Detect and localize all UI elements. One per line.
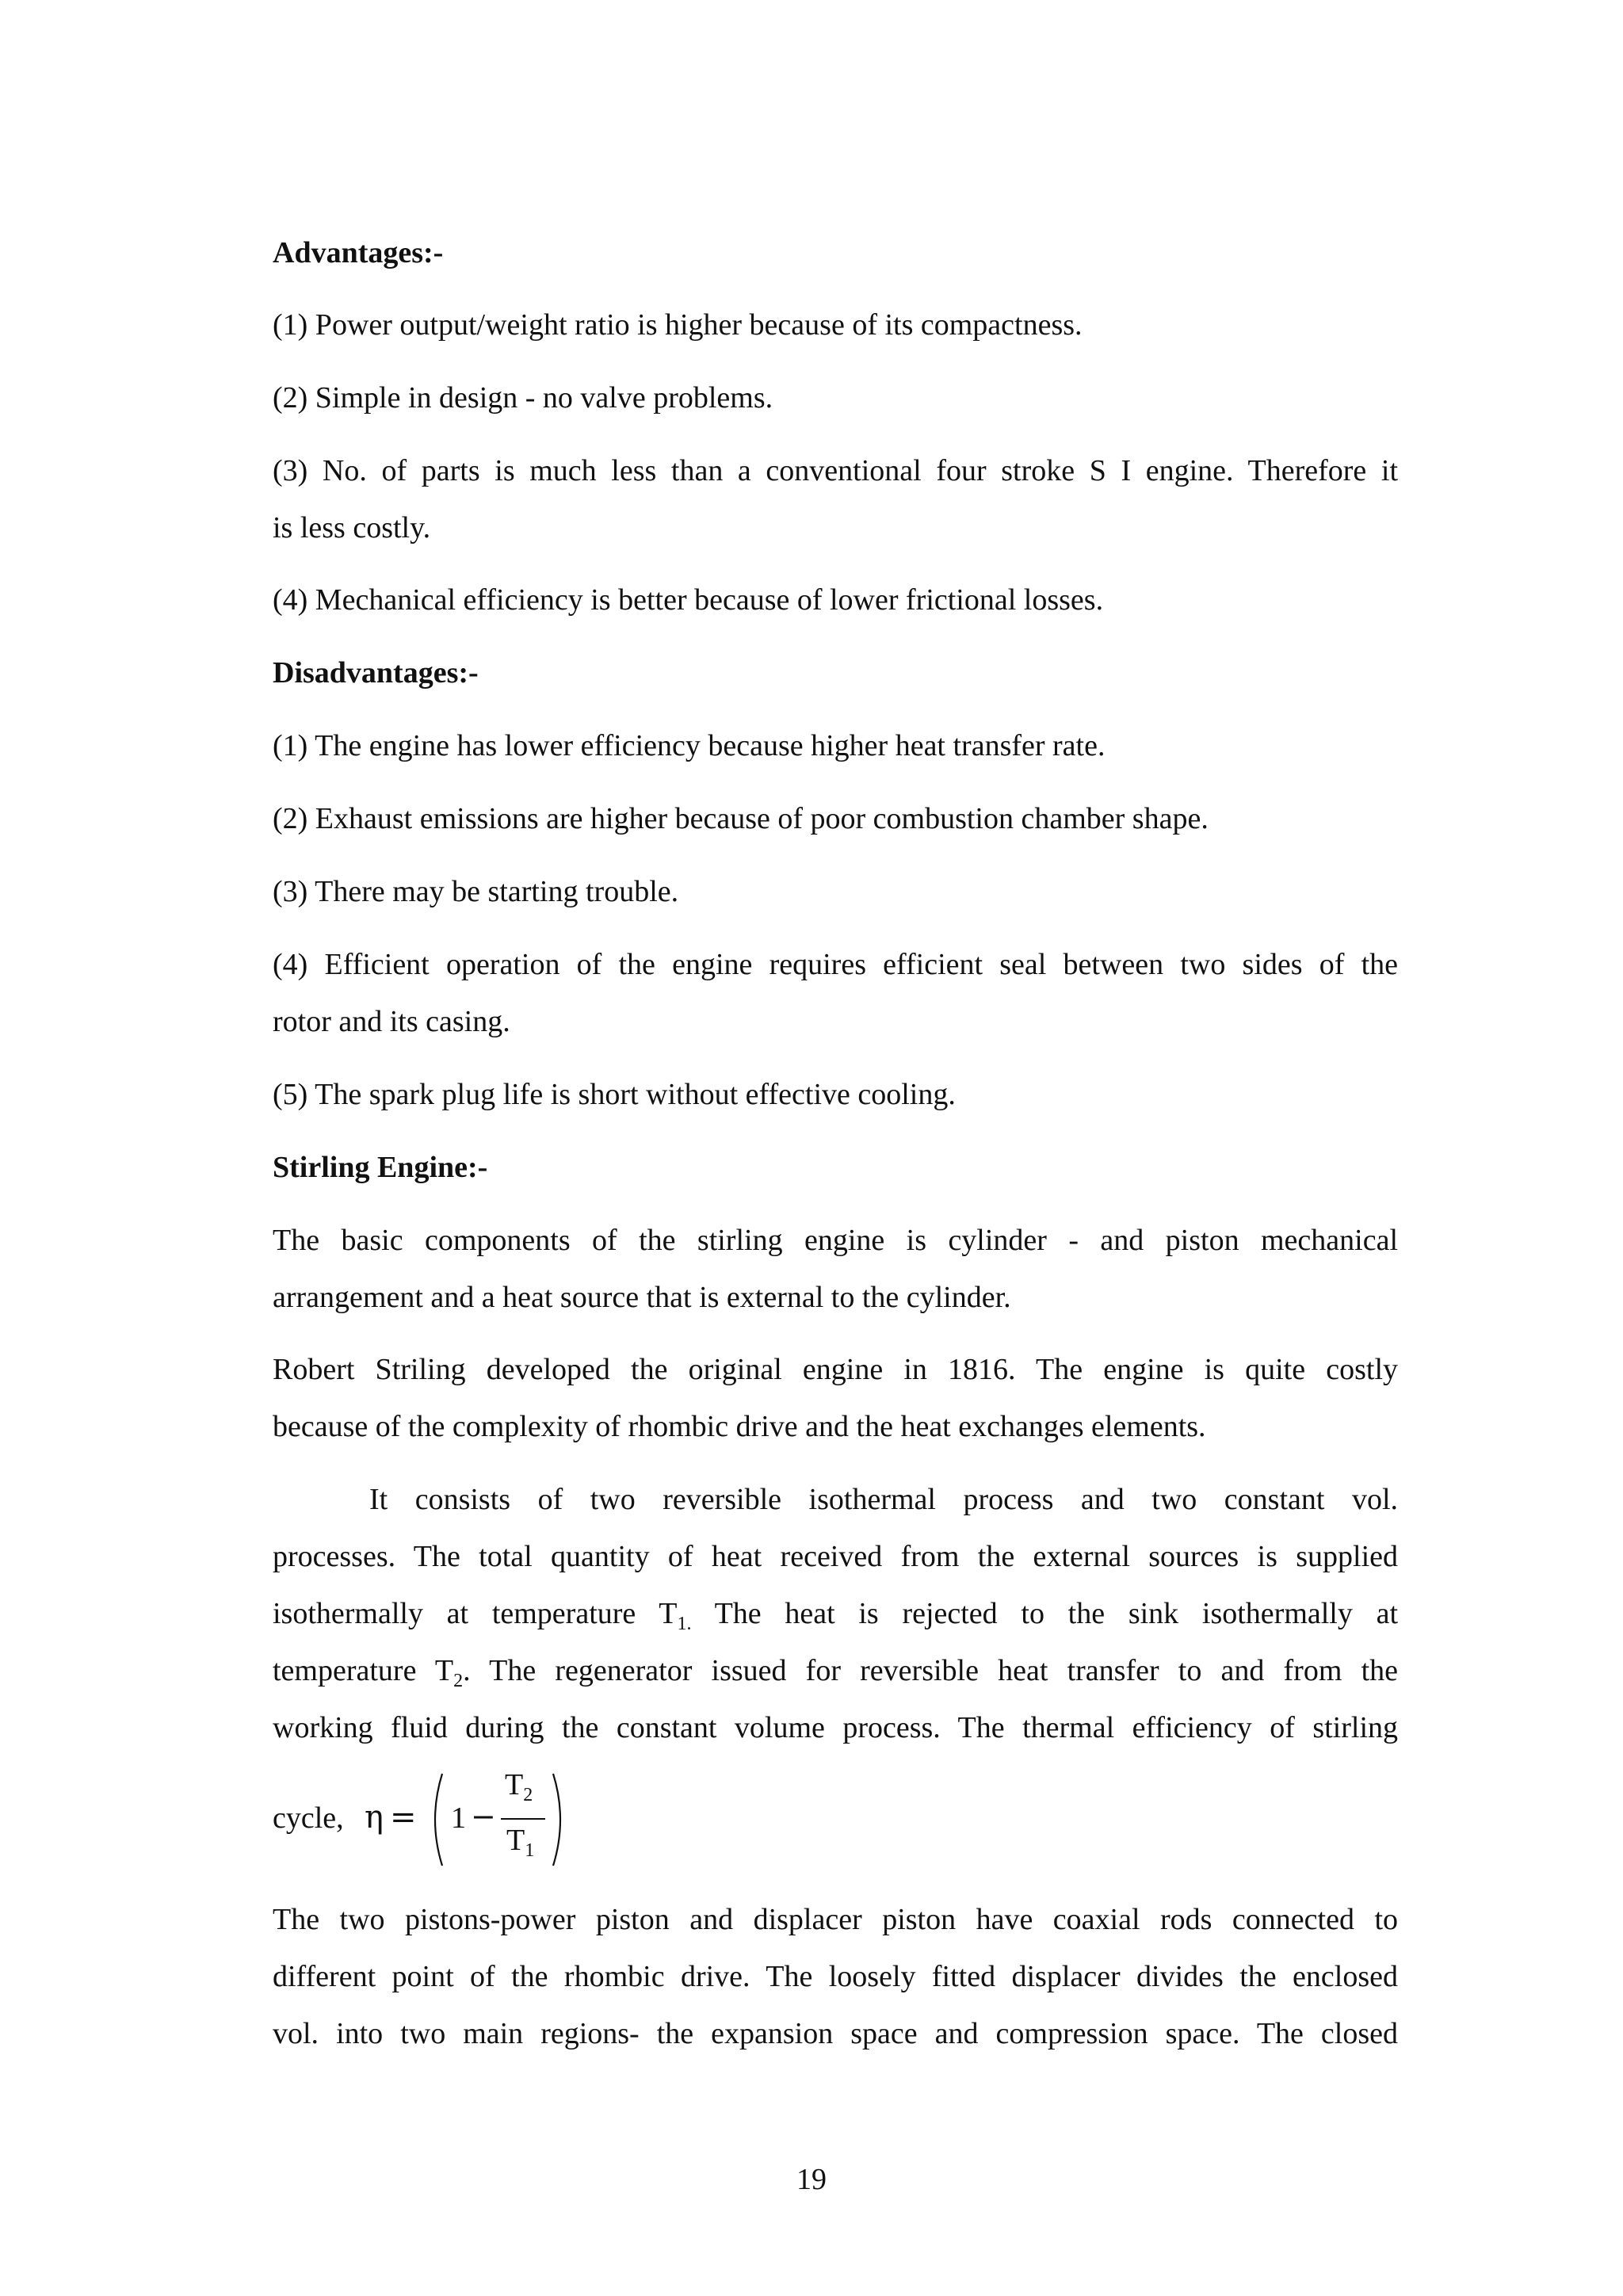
disadvantage-item-4-line-1: (4) Efficient operation of the engine requires efficient seal between two sides of the [273,948,1398,981]
stirling-para-4-line-1: The two pistons-power piston and displacer piston have coaxial rods connected to [273,1903,1398,1936]
equals-sign: = [390,1799,417,1836]
stirling-para-3-line-3 [273,1585,1398,1642]
stirling-para-4-line-2: different point of the rhombic drive. The loosely fitted displacer divides the enclosed [273,1960,1398,1993]
stirling-heading: Stirling Engine:- [273,1151,488,1184]
efficiency-formula [273,1767,907,1870]
numerator-subscript: 2 [523,1785,533,1805]
right-paren-icon [550,1771,571,1869]
text-segment: . The regenerator issued for reversible heat transfer to and from the [463,1654,1398,1687]
text-segment: isothermally at temperature T [273,1597,678,1630]
formula-label: cycle, [273,1801,344,1835]
disadvantage-item-2: (2) Exhaust emissions are higher because of poor combustion chamber shape. [273,802,1209,835]
text-segment: The heat is rejected to the sink isothermally at [691,1597,1398,1630]
stirling-para-2-line-1: Robert Striling developed the original engine in 1816. The engine is quite costly [273,1353,1398,1386]
stirling-para-1-line-2: arrangement and a heat source that is external to the cylinder. [273,1281,1011,1314]
stirling-para-3-line-5: working fluid during the constant volume process. The thermal efficiency of stirling [273,1711,1398,1744]
stirling-para-3-line-1: It consists of two reversible isothermal process and two constant vol. [369,1483,1398,1516]
disadvantage-item-3: (3) There may be starting trouble. [273,875,679,908]
subscript: 1. [677,1614,692,1634]
denominator-subscript: 1 [525,1840,535,1861]
text-segment: temperature T [273,1654,454,1687]
stirling-para-3-line-2: processes. The total quantity of heat received from the external sources is supplied [273,1540,1398,1573]
disadvantages-heading: Disadvantages:- [273,656,479,690]
minus-sign: − [471,1799,496,1834]
fraction-numerator [505,1767,533,1805]
left-paren-icon [425,1771,445,1869]
eta-symbol: η [365,1799,384,1836]
page-number: 19 [796,2163,827,2196]
numerator-T: T [505,1768,524,1801]
advantages-heading: Advantages:- [273,236,444,269]
fraction-bar [501,1818,545,1820]
stirling-para-2-line-2: because of the complexity of rhombic drive and the heat exchanges elements. [273,1410,1206,1443]
disadvantage-item-4-line-2: rotor and its casing. [273,1005,510,1038]
formula-one: 1 [451,1801,466,1835]
disadvantage-item-1: (1) The engine has lower efficiency because higher heat transfer rate. [273,729,1106,762]
fraction-denominator [506,1823,535,1861]
advantage-item-3-line-1: (3) No. of parts is much less than a conventional four stroke S I engine. Therefore it [273,454,1398,487]
advantage-item-3-line-2: is less costly. [273,511,431,544]
stirling-para-4-line-3: vol. into two main regions- the expansion space and compression space. The closed [273,2017,1398,2050]
disadvantage-item-5: (5) The spark plug life is short without effective cooling. [273,1078,956,1111]
subscript: 2 [453,1671,464,1691]
advantage-item-2: (2) Simple in design - no valve problems. [273,381,773,415]
stirling-para-1-line-1: The basic components of the stirling engine is cylinder - and piston mechanical [273,1224,1398,1257]
denominator-T: T [506,1824,525,1857]
advantage-item-4: (4) Mechanical efficiency is better because of lower frictional losses. [273,583,1104,617]
stirling-para-3-line-4 [273,1642,1398,1699]
advantage-item-1: (1) Power output/weight ratio is higher because of its compactness. [273,308,1083,342]
